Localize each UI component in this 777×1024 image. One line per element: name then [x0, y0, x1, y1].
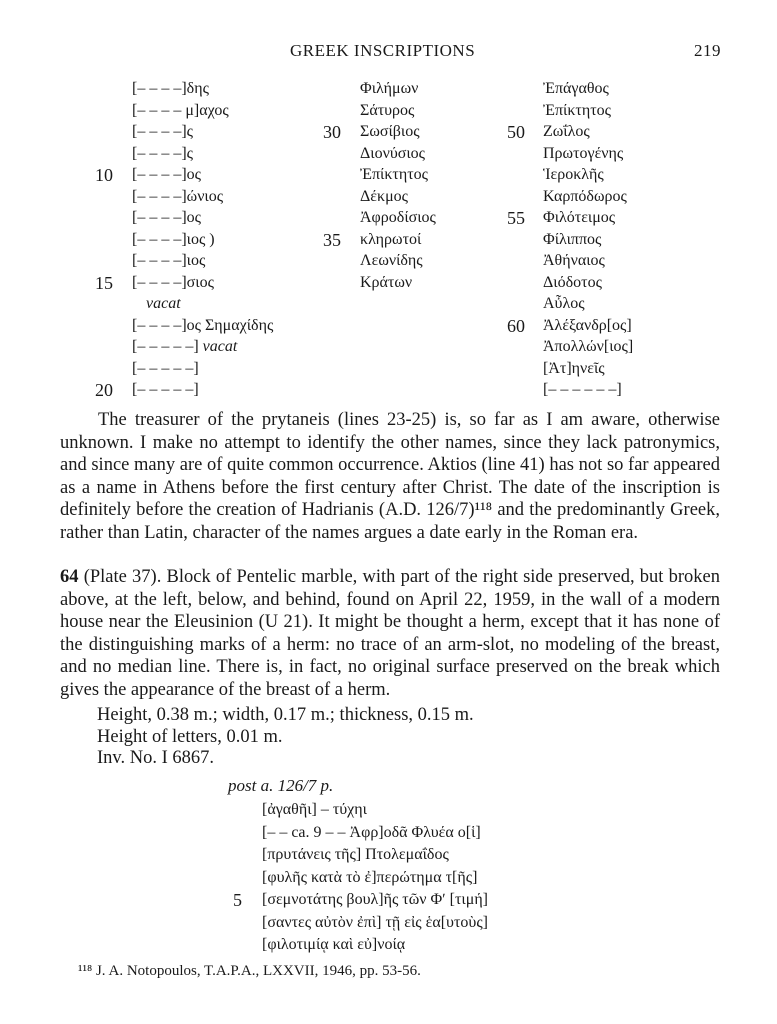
inscription-line: [– – – –]ιος ) [132, 230, 215, 248]
dimensions: Height, 0.38 m.; width, 0.17 m.; thickness, 0.15 m. [97, 705, 474, 725]
inscription-line: Δέκμος [360, 187, 408, 205]
inscription-line: Ἐπάγαθος [543, 80, 609, 97]
running-header-title: GREEK INSCRIPTIONS [290, 41, 476, 60]
inscription-line: [– – – – – –] [543, 381, 622, 398]
inventory-number: Inv. No. I 6867. [97, 748, 214, 768]
inscription-line: Ἐπίκτητος [360, 166, 428, 183]
inscription-line: [– – – – –] [132, 359, 199, 377]
inscription-line: [– – – –]ος [132, 209, 201, 226]
inscription-line: [– – – –]ς [132, 144, 193, 162]
inscription-line: [– – – –]ώνιος [132, 187, 224, 205]
date-line: post a. 126/7 p. [228, 776, 334, 795]
inscription-line: [– – – –]δης [132, 80, 209, 97]
line-number: 60 [507, 315, 525, 336]
inscription-line: [– – – –]ιος [132, 252, 206, 269]
entry-description: (Plate 37). Block of Pentelic marble, with part of the right side preserved, but broken above, at the left, below, and behind, found on April 22, 1959, in the wall of a modern house near the Eleusinion (U 21). It might be thought a herm, except that it has none of the distinguishing marks of a herm: no trace of an arm-slot, no modeling of the breast, and no median line. There is, in fact, no original surface preserved on the break which gives the appearance of the breast of a herm. [60, 567, 720, 700]
line-number: 15 [95, 272, 113, 293]
inscription-line: Πρωτογένης [543, 144, 624, 162]
inscription-line: κληρωτοί [360, 230, 422, 248]
inscription-line: [– – – – –] vacat [132, 338, 238, 355]
entry-64-description [60, 566, 720, 701]
inscription-line: Λεωνίδης [360, 252, 423, 269]
inscription-line: Ἀθήναιος [543, 252, 605, 269]
line-number: 35 [323, 229, 341, 250]
entry-64-paragraph [60, 566, 720, 701]
inscription-line: Ζωΐλος [543, 123, 590, 140]
line-number: 30 [323, 122, 341, 142]
inscription-line: Σάτυρος [360, 101, 415, 119]
inscription-line: Καρπόδωρος [543, 187, 627, 205]
commentary-paragraph: The treasurer of the prytaneis (lines 23-25) is, so far as I am aware, otherwise unknown. I make no attempt to identify the other names, since they lack patronymics, and since many are of quite common occurrence. Aktios (line 41) has not so far appeared as a name in Athens before the first century after Christ. The date of the inscription is definitely before the creation of Hadrianis (A.D. 126/7)¹¹⁸ and the predominantly Greek, rather than Latin, character of the names argues a date early in the Roman era. [60, 410, 720, 543]
inscription-line: Σωσίβιος [360, 123, 420, 140]
inscription-line: [– – – – –] [132, 381, 199, 398]
inscription-line: Φιλότειμος [543, 209, 616, 226]
inscription-line: [πρυτάνεις τῆς] Πτολεμαΐδος [262, 846, 449, 863]
inscription-line: [– – – –]ος Σημαχίδης [132, 316, 274, 334]
page-number: 219 [694, 41, 721, 60]
footnote: ¹¹⁸ J. A. Notopoulos, T.A.P.A., LXXVII, 1946, pp. 53-56. [78, 963, 421, 979]
inscription-line: vacat [146, 295, 181, 312]
inscription-line: [– – – –]ος [132, 166, 201, 183]
inscription-line: [Ἀτ]ηνεῖς [543, 359, 605, 377]
line-number: 10 [95, 165, 113, 185]
line-number: 55 [507, 208, 525, 228]
inscription-line: [σαντες αὐτὸν ἐπὶ] τῇ εἰς ἑα[υτοὺς] [262, 913, 488, 931]
inscription-line: [φιλοτιμίᾳ καὶ εὐ]νοίᾳ [262, 936, 406, 953]
line-number: 20 [95, 380, 113, 400]
inscription-line: Διόδοτος [543, 273, 602, 291]
commentary-text [60, 409, 720, 544]
inscription-line: Αὖλος [543, 295, 585, 312]
inscription-line: [σεμνοτάτης βουλ]ῆς τῶν Φʹ [τιμή] [262, 891, 489, 908]
line-number: 5 [233, 890, 242, 910]
inscription-line: Ἀπολλών[ιος] [543, 338, 634, 355]
inscription-line: Ἐπίκτητος [543, 101, 611, 119]
inscription-line: [φυλῆς κατὰ τὸ ἐ]περώτημα τ[ῆς] [262, 868, 478, 886]
line-number: 50 [507, 122, 525, 142]
inscription-line: Φίλιππος [543, 230, 602, 248]
inscription-line: [– – – –]σιος [132, 273, 214, 291]
letter-height: Height of letters, 0.01 m. [97, 726, 283, 747]
inscription-line: Διονύσιος [360, 144, 426, 162]
inscription-line: Ἀφροδίσιος [360, 209, 436, 226]
inscription-line: [– – – – μ]αχος [132, 101, 229, 119]
inscription-line: Ἱεροκλῆς [543, 166, 604, 183]
object-measurements [97, 705, 474, 770]
inscription-line: Κράτων [360, 273, 413, 291]
inscription-line: [ἀγαθῆι] – τύχηι [262, 801, 367, 818]
inscription-line: Φιλήμων [360, 80, 419, 97]
entry-number: 64 [60, 567, 79, 587]
inscription-line: [– – ca. 9 – – Ἀφρ]οδᾶ Φλυέα ο[ἱ] [262, 823, 481, 841]
inscription-line: Ἀλέξανδρ[ος] [543, 316, 632, 334]
inscription-line: [– – – –]ς [132, 123, 193, 140]
